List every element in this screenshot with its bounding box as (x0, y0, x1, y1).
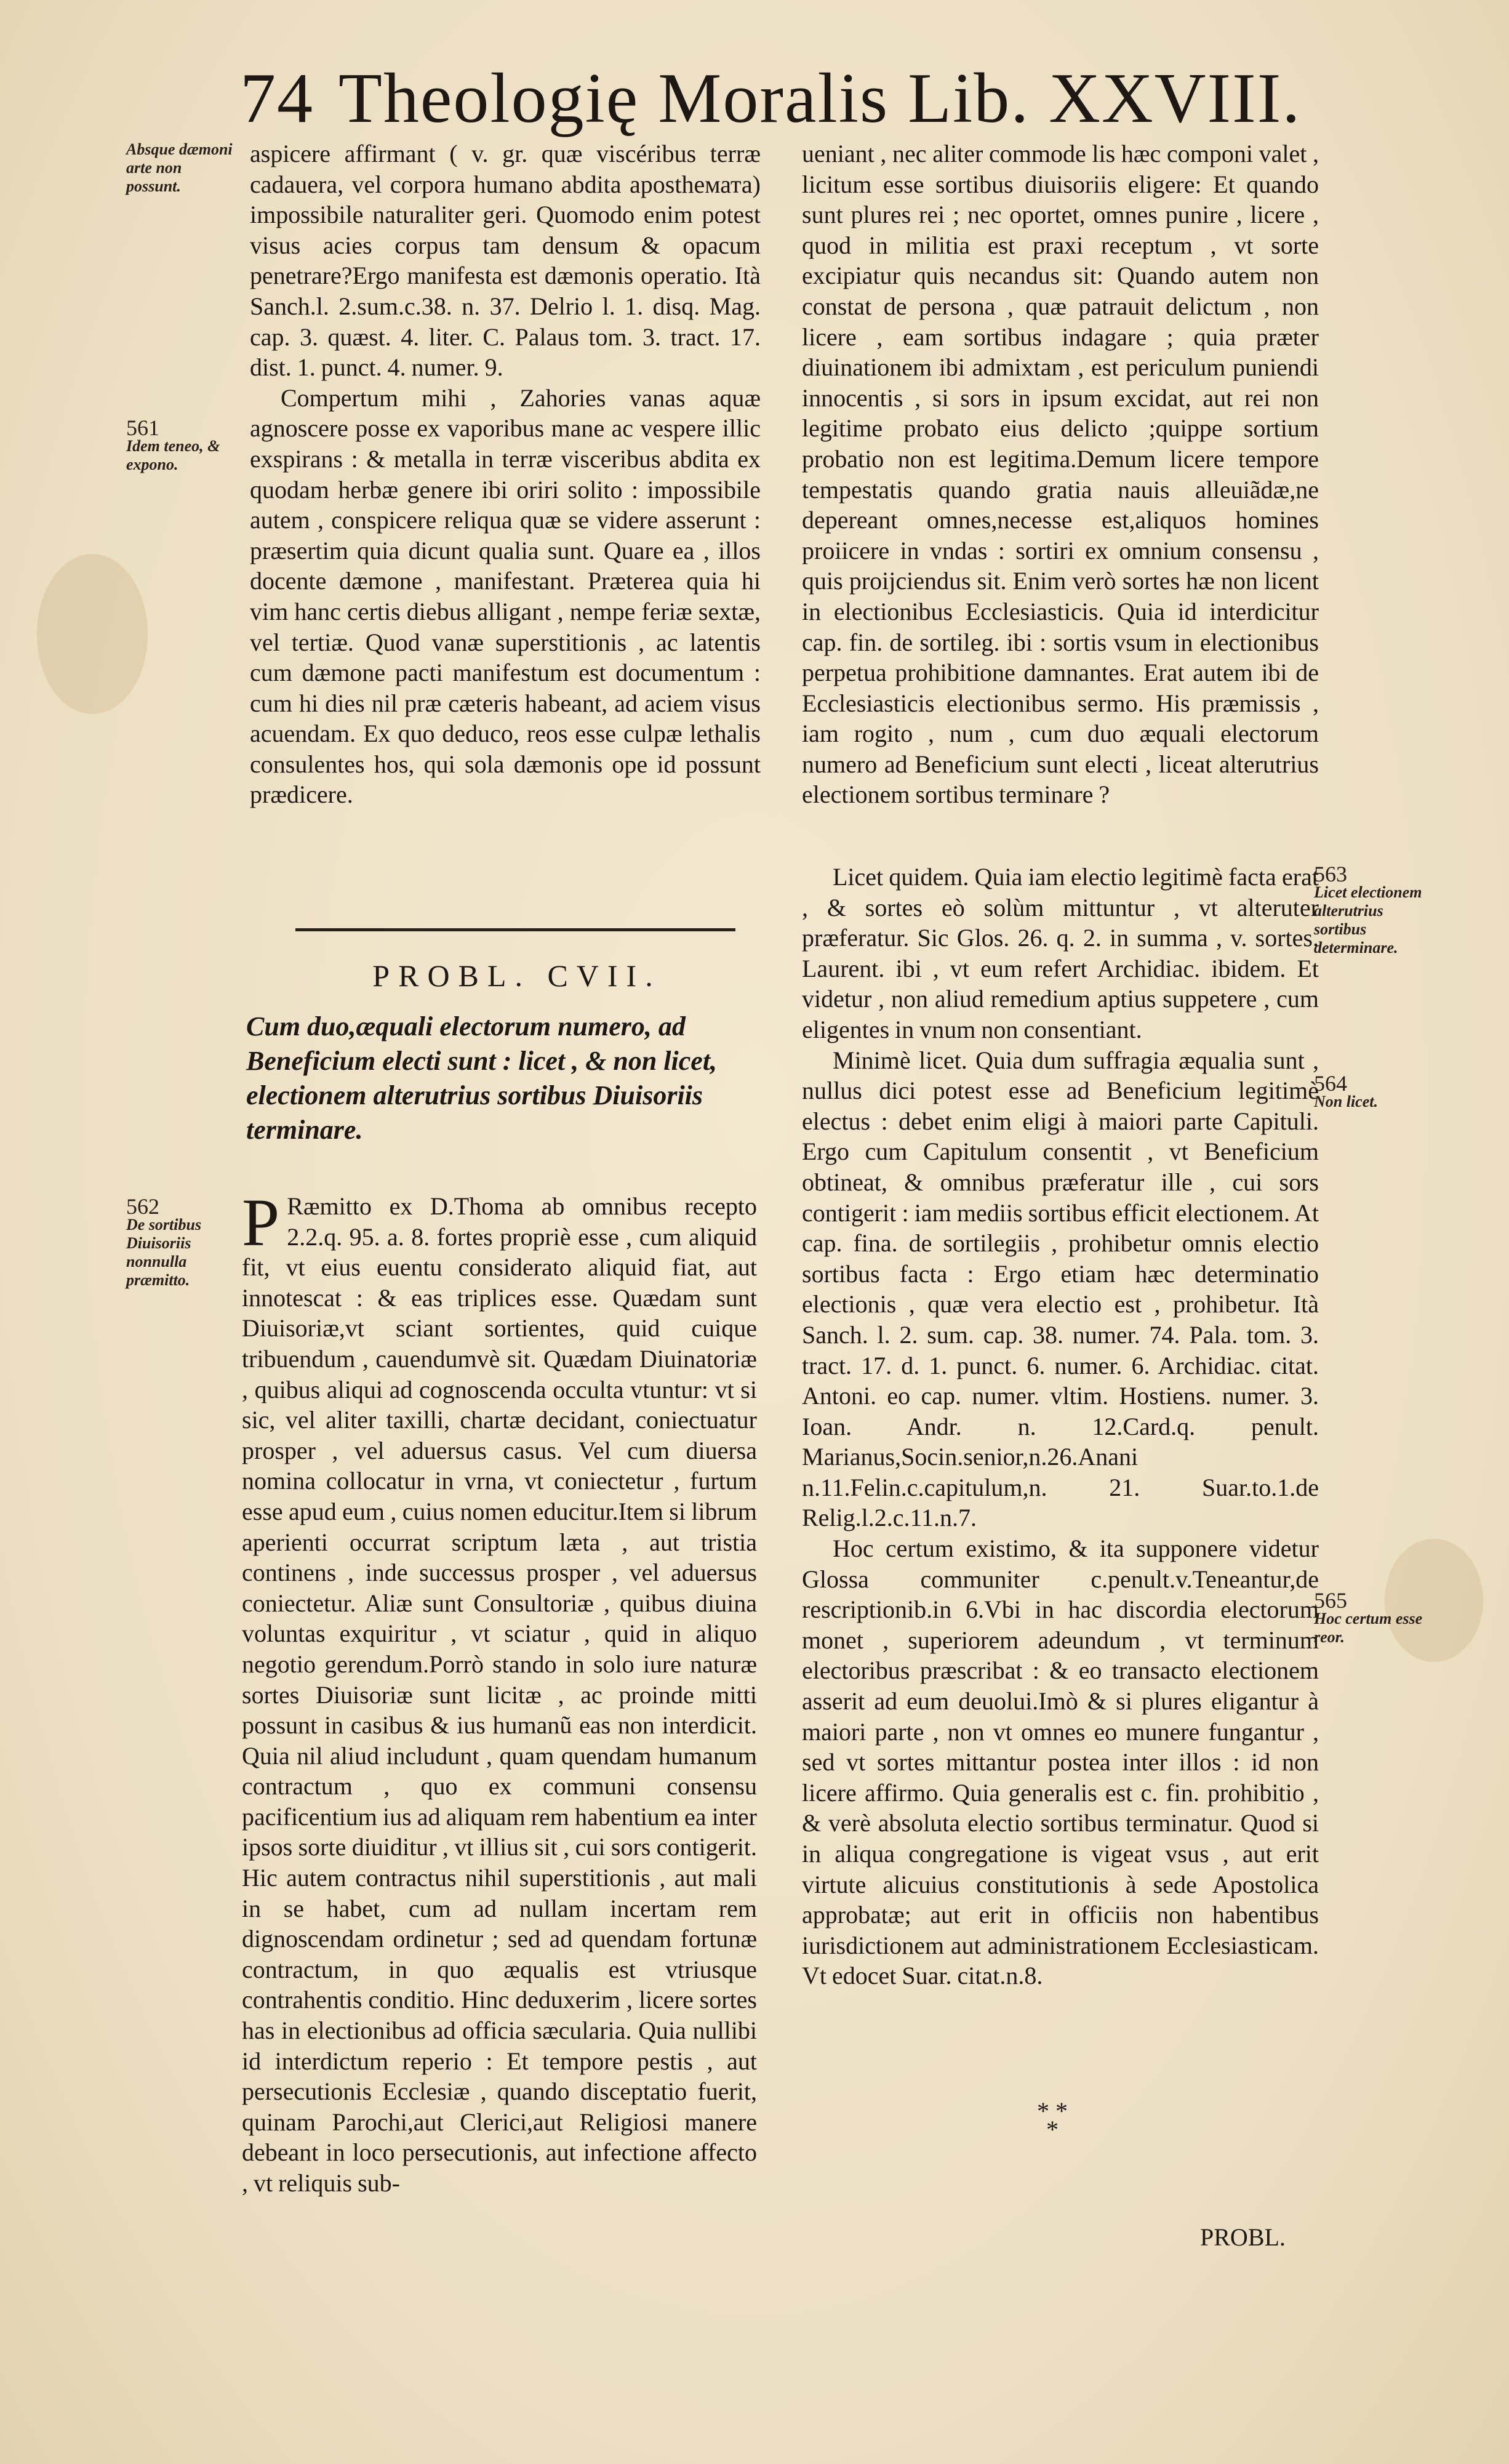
section-number: 563 (1314, 862, 1347, 886)
margin-note (1314, 1588, 1437, 1647)
drop-cap: P (242, 1185, 280, 1260)
catchword: PROBL. (1200, 2223, 1286, 2251)
section-number: 565 (1314, 1588, 1347, 1613)
left-column-bottom (242, 1185, 757, 2199)
margin-note-label: Non licet. (1314, 1093, 1378, 1110)
paragraph: Minimè licet. Quia dum suffragia æqualia sunt , nullus dici potest esse ad Beneficium legitimè electus : debet enim eligi à maiori parte Capituli. Ergo cum Capitulum consentit , vt Beneficium obtineat, & omnibus præferatur ille , cui sors contigerit : iam mediis sortibus efficit electionem. At cap. fina. de sortilegiis , prohibetur omnis electio sortibus facta : Ergo etiam hæc determinatio electionis , quæ vera electio est , prohibetur. Ità Sanch. l. 2. sum. cap. 38. numer. 74. Pala. tom. 3. tract. 17. d. 1. punct. 6. numer. 6. Archidiac. citat. Antoni. eo cap. numer. vltim. Hostiens. numer. 3. Ioan. Andr. n. 12.Card.q. penult. Marianus,Socin.senior,n.26.Anani n.11.Felin.c.capitulum,n. 21. Suar.to.1.de Relig.l.2.c.11.n.7. (802, 1046, 1319, 1532)
paper-stain (37, 554, 148, 714)
margin-note-label: Licet electionem alterutrius sortibus determinare. (1314, 883, 1422, 957)
margin-note-label: Idem teneo, & expono. (126, 437, 220, 473)
right-column-top (802, 138, 1319, 810)
section-divider (295, 928, 735, 931)
margin-note (126, 140, 237, 196)
margin-note-label: De sortibus Diuisoriis nonnulla præmitto. (126, 1216, 202, 1289)
paragraph: Licet quidem. Quia iam electio legitimè facta erat , & sortes eò solùm mittuntur , vt alteruter præferatur. Sic Glos. 26. q. 2. in summa , v. sortes. Laurent. ibi , vt eum refert Archidiac. ibidem. Et videtur , non aliud remedium aptius suppetere , cum eligentes in vnum non consentiant. (802, 863, 1319, 1043)
paragraph: aspicere affirmant ( v. gr. quæ viscéribus terræ cadauera, vel corpora humano abdita apostheмата) impossibile naturaliter geri. Quomodo enim potest visus acies corpus tam densum & opacum penetrare?Ergo manifesta est dæmonis operatio. Ità Sanch.l. 2.sum.c.38. n. 37. Delrio l. 1. disq. Mag. cap. 3. quæst. 4. liter. C. Palaus tom. 3. tract. 17. dist. 1. punct. 4. numer. 9. (250, 140, 761, 382)
margin-note (1314, 862, 1437, 957)
page-header (240, 58, 1302, 138)
problem-heading: PROBL. CVII. (372, 958, 662, 993)
section-number: 564 (1314, 1071, 1347, 1096)
problem-summary: Cum duo,æquali electorum numero, ad Beneficium electi sunt : licet , & non licet, electionem alterutrius sortibus Diuisoriis terminare. (246, 1011, 718, 1145)
margin-note (126, 415, 237, 474)
right-column-bottom (802, 862, 1319, 1991)
section-number: 562 (126, 1194, 159, 1219)
margin-note (1314, 1071, 1437, 1111)
left-column-top (250, 138, 761, 810)
page-number: 74 (240, 59, 314, 138)
paragraph: Hoc certum existimo, & ita supponere videtur Glossa communiter c.penult.v.Teneantur,de rescriptionib.in 6.Vbi in hac discordia electorum monet , superiorem adeundum , vt terminum electoribus præscribat : & eo transacto electionem asserit ad eum deuolui.Imò & si plures eligantur à maiori parte , non vt omnes eo munere fungantur , sed vt sortes mittantur postea inter illos : id non licere affirmo. Quia generalis est c. fin. prohibitio , & verè absoluta electio sortibus terminatur. Quod si in aliqua congregatione is vigeat vsus , aut erit virtute alicuius constitutionis à sede Apostolica approbatæ; aut erit in officiis non habentibus iurisdictionem aut administrationem Ecclesiasticam. Vt edocet Suar. citat.n.8. (802, 1535, 1319, 1990)
paragraph: Ræmitto ex D.Thoma ab omnibus recepto 2.2.q. 95. a. 8. fortes propriè esse , cum aliquid fit, vt eius euentu considerato aliquid fiat, aut innotescat : & eas triplices esse. Quædam sunt Diuisoriæ,vt sciant sortientes, quid cuique tribuendum , cauendumvè sit. Quædam Diuinatoriæ , quibus aliqui ad cognoscenda occulta vtuntur: vt si sic, vel aliter taxilli, chartæ decidant, coniectuatur prosper , vel aduersus casus. Vel cum diuersa nomina collocatur in vrna, vt coniectetur , furtum esse apud eum , cuius nomen educitur.Item si librum aperienti occurrat scriptum læta , aut tristia continens , inde successus prosper , vel aduersus coniectetur. Aliæ sunt Consultoriæ , quibus diuina voluntas exquiritur , vt sciatur , quid in aliquo negotio gerendum.Porrò stando in solo iure naturæ sortes Diuisoriæ sunt licitæ , ac proinde mitti possunt in casibus & ius humanũ eas non interdicit. Quia nil aliud includunt , quam quendam humanum contractum , quo ex communi consensu pacificentium ius ad aliquam rem habentium ea inter ipsos sorte diuiditur , vt illius sit , cui sors contigerit. Hic autem contractus nihil superstitionis , aut mali in se habet, cum ad nullam incertam rem dignoscendam ordinetur ; sed ad quendam fortunæ contractum, in quo æqualis est vtriusque contrahentis conditio. Hinc deduxerim , licere sortes has in electionibus ad officia sæcularia. Quia nullibi id interdictum reperio : Et tempore pestis , aut persecutionis Ecclesiæ , quando disceptatio fuerit, quinam Parochi,aut Clerici,aut Religiosi manere debeant in loco persecutionis, aut infectione affecto , vt reliquis sub- (242, 1192, 757, 2197)
paragraph: Compertum mihi , Zahories vanas aquæ agnoscere posse ex vaporibus mane ac vespere illic exspirans : & metalla in terræ visceribus abdita ex quodam herbæ genere ibi oriri solito : impossibile autem , conspicere reliqua quæ se videre asserunt : præsertim quia dicunt qualia sunt. Quare ea , illos docente dæmone , manifestant. Præterea quia hi vim hanc certis diebus alligant , nempe feriæ sextæ, vel tertiæ. Quod vanæ superstitionis , ac latentis cum dæmone pacti manifestum est documentum : cum hi dies nil præ cæteris habeant, ad aciem visus acuendam. Ex quo deduco, reos esse culpæ lethalis consulentes hos, qui sola dæmonis ope id possunt prædicere. (250, 383, 761, 809)
running-title: Theologię Moralis Lib. XXVIII. (338, 59, 1302, 138)
margin-note-label: Hoc certum esse reor. (1314, 1610, 1423, 1646)
paragraph: ueniant , nec aliter commode lis hæc componi valet , licitum esse sortibus diuisoriis eligere: Et quando sunt plures rei ; nec oportet, omnes punire , licere , quod in militia est praxi receptum , vt sorte excipiatur quis necandus sit: Quando autem non constat de persona , quæ patrauit delictum , non licere , eam sortibus indagare ; quia præter diuinationem ibi admixtam , est periculum puniendi innocentis , si sors in ipsum excidat, aut rei non legitime probato eius delicto ;quippe sortium probatio non est legitima.Demum licere tempore tempestatis quando gratia nauis alleuiãdæ,ne depereant omnes,necesse est,aliquos homines proiicere in vndas : sortiri ex omnium consensu , quis proijciendus sit. Enim verò sortes hæ non licent in electionibus Ecclesiasticis. Quia id interdicitur cap. fin. de sortileg. ibi : sortis vsum in electionibus perpetua prohibitione damnantes. Erat autem ibi de Ecclesiasticis electionibus sermo. His præmissis , iam rogito , num , cum duo æquali electorum numero ad Beneficium sunt electi , liceat alterutrius electionem sortibus terminare ? (802, 140, 1319, 809)
margin-note-label: Absque dæmoni arte non possunt. (126, 140, 233, 195)
margin-note (126, 1194, 237, 1290)
asterism: * * * (1037, 2097, 1068, 2143)
section-number: 561 (126, 415, 159, 440)
